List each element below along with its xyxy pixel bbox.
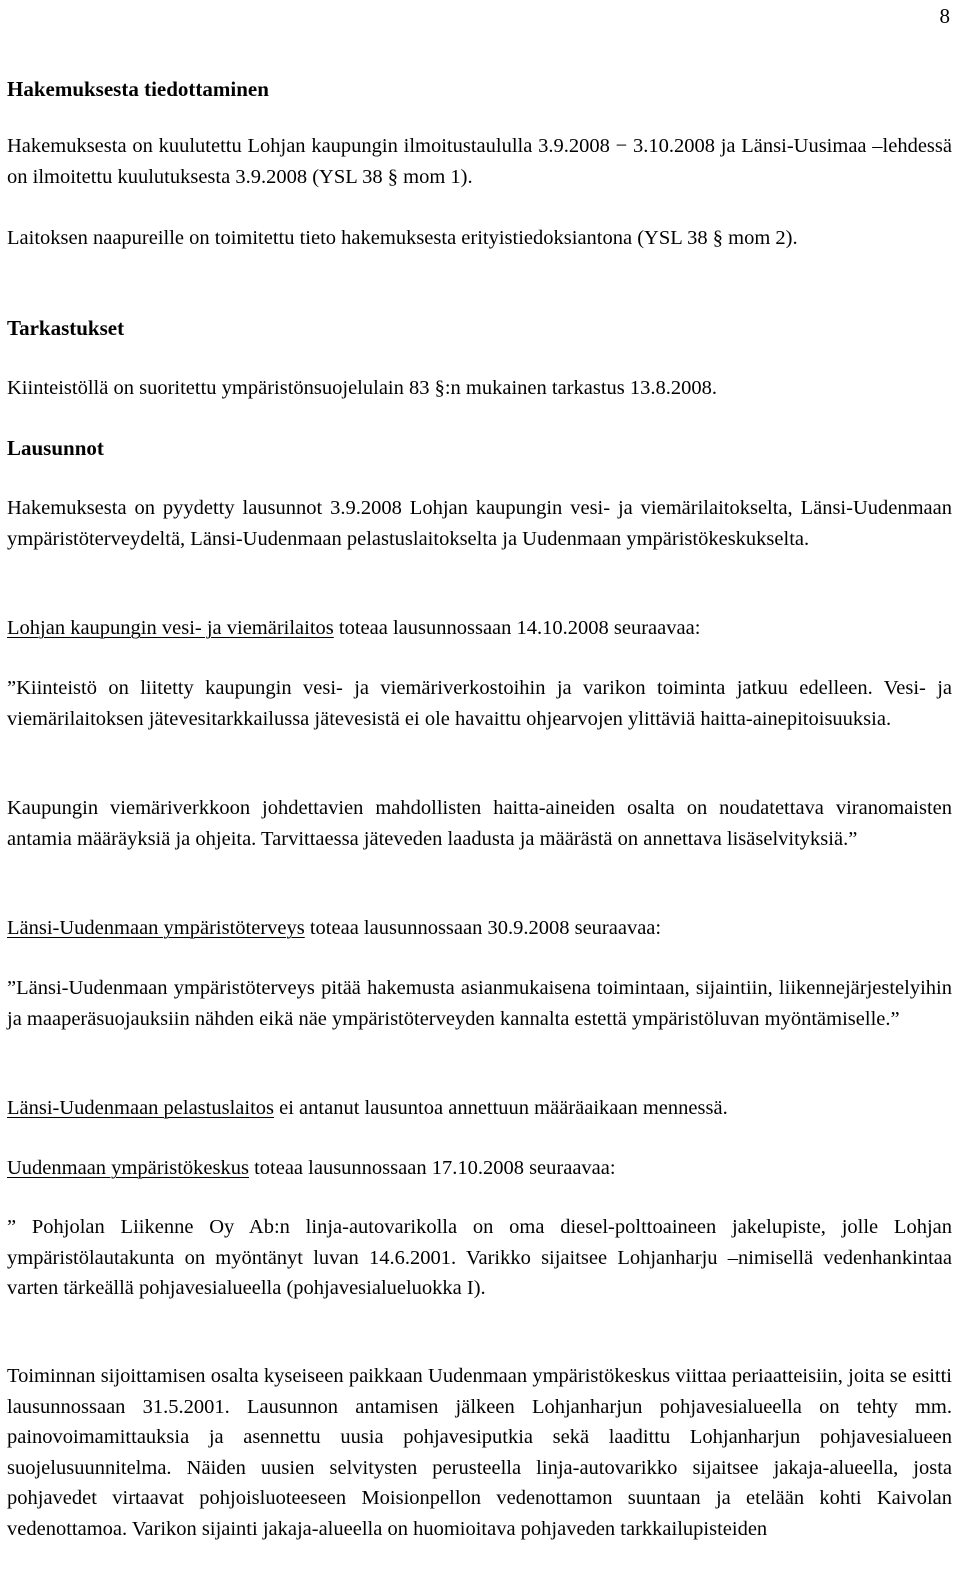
paragraph-pelastuslaitos xyxy=(7,1093,952,1124)
ymparistoterveys-lead-text: toteaa lausunnossaan 30.9.2008 seuraavaa: xyxy=(304,917,662,939)
paragraph-ymparistokeskus-lead xyxy=(7,1153,952,1184)
link-pelastuslaitos: Länsi-Uudenmaan pelastuslaitos xyxy=(7,1097,275,1119)
page-number: 8 xyxy=(939,4,950,28)
quote-ymparistokeskus-2: Toiminnan sijoittamisen osalta kyseiseen paikkaan Uudenmaan ympäristökeskus viittaa periaatteisiin, joita se esitti lausunnossaan 31.5.2001. Lausunnon antamisen jälkeen Lohjanharjun pohjavesialueella on tehty mm. painovoimamittauksia ja asennettu uusia pohjavesiputkia sekä laadittu Lohjanharjun pohjavesialueen suojelusuunnitelma. Näiden uusien selvitysten perusteella linja-autovarikko sijaitsee jakaja-alueella, josta pohjavedet virtaavat pohjoisluoteeseen Moisionpellon vedenottamon suuntaan ja etelään kohti Kaivolan vedenottamoa. Varikon sijainti jakaja-alueella on huomioitava pohjaveden tarkkailupisteiden xyxy=(7,1365,952,1540)
paragraph-lausunnot-intro: Hakemuksesta on pyydetty lausunnot 3.9.2008 Lohjan kaupungin vesi- ja viemärilaitokselta, Länsi-Uudenmaan ympäristöterveydeltä, Länsi-Uudenmaan pelastuslaitokselta ja Uudenmaan ympäristökeskukselta. xyxy=(7,497,952,550)
vesilaitos-lead-text: toteaa lausunnossaan 14.10.2008 seuraavaa: xyxy=(333,617,701,639)
paragraph-tarkastus: Kiinteistöllä on suoritettu ympäristönsuojelulain 83 §:n mukainen tarkastus 13.8.2008. xyxy=(7,377,718,399)
paragraph-vesilaitos-lead xyxy=(7,613,952,644)
quote-vesilaitos-2: Kaupungin viemäriverkkoon johdettavien mahdollisten haitta-aineiden osalta on noudatettava viranomaisten antamia määräyksiä ja ohjeita. Tarvittaessa jäteveden laadusta ja määrästä on annettava lisäselvityksiä.” xyxy=(7,797,952,850)
paragraph-ymparistoterveys-lead xyxy=(7,913,952,944)
heading-tarkastukset: Tarkastukset xyxy=(7,316,125,340)
quote-ymparistoterveys: ”Länsi-Uudenmaan ympäristöterveys pitää hakemusta asianmukaisena toimintaan, sijaintiin, liikennejärjestelyihin ja maaperäsuojauksiin nähden eikä näe ympäristöterveyden kannalta estettä ympäristöluvan myöntämiselle.” xyxy=(7,977,952,1030)
paragraph-kuulutus: Hakemuksesta on kuulutettu Lohjan kaupungin ilmoitustaululla 3.9.2008 − 3.10.2008 ja Länsi-Uusimaa –lehdessä on ilmoitettu kuulutuksesta 3.9.2008 (YSL 38 § mom 1). xyxy=(7,135,952,188)
heading-hakemuksesta-tiedottaminen: Hakemuksesta tiedottaminen xyxy=(7,77,269,101)
quote-ymparistokeskus-1: ” Pohjolan Liikenne Oy Ab:n linja-autovarikolla on oma diesel-polttoaineen jakelupiste, jolle Lohjan ympäristölautakunta on myöntänyt luvan 14.6.2001. Varikko sijaitsee Lohjanharju –nimisellä vedenhankintaa varten tärkeällä pohjavesialueella (pohjavesialueluokka I). xyxy=(7,1216,952,1299)
link-ymparistokeskus: Uudenmaan ympäristökeskus xyxy=(7,1157,249,1179)
link-vesilaitos: Lohjan kaupungin vesi- ja viemärilaitos xyxy=(7,617,334,639)
quote-vesilaitos-1: ”Kiinteistö on liitetty kaupungin vesi- ja viemäriverkostoihin ja varikon toiminta jatkuu edelleen. Vesi- ja viemärilaitoksen jätevesitarkkailussa jätevesistä ei ole havaittu ohjearvojen ylittäviä haitta-ainepitoisuuksia. xyxy=(7,677,952,730)
paragraph-naapurit: Laitoksen naapureille on toimitettu tieto hakemuksesta erityistiedoksiantona (YSL 38 § mom 2). xyxy=(7,227,798,249)
link-ymparistoterveys: Länsi-Uudenmaan ympäristöterveys xyxy=(7,917,305,939)
heading-lausunnot: Lausunnot xyxy=(7,436,104,460)
ymparistokeskus-lead-text: toteaa lausunnossaan 17.10.2008 seuraavaa: xyxy=(248,1157,616,1179)
pelastuslaitos-text: ei antanut lausuntoa annettuun määräaikaan mennessä. xyxy=(274,1097,728,1119)
